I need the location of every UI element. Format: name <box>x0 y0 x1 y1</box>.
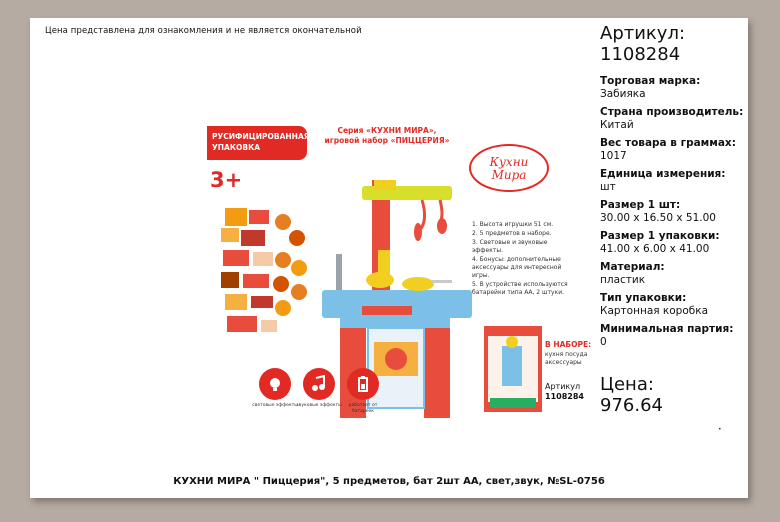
article-heading <box>600 23 685 65</box>
light-effects-icon <box>259 368 291 400</box>
property-label: Единица измерения: <box>600 168 726 180</box>
article-label: Артикул: <box>600 23 686 44</box>
property-item <box>600 261 745 287</box>
property-item <box>600 323 745 349</box>
property-item <box>600 199 745 225</box>
property-value: Забияка <box>600 88 646 100</box>
set-label: В НАБОРЕ: <box>545 340 592 349</box>
property-label: Торговая марка: <box>600 75 701 87</box>
property-label: Вес товара в граммах: <box>600 137 736 149</box>
product-sheet <box>30 18 748 498</box>
price-label: Цена: <box>600 374 654 395</box>
property-label: Страна производитель: <box>600 106 744 118</box>
property-value: 1017 <box>600 150 627 162</box>
food-stickers-illustration <box>217 208 307 343</box>
property-label: Минимальная партия: <box>600 323 734 335</box>
set-contents: кухня посуда аксессуары <box>545 351 588 366</box>
series-title <box>317 126 457 146</box>
property-label: Материал: <box>600 261 665 273</box>
property-item <box>600 230 745 256</box>
feature-item: 3. Световые и звуковые эффекты. <box>472 239 548 254</box>
feature-item: 4. Бонусы: дополнительные аксессуары для интересной игры. <box>472 256 562 279</box>
property-value: Китай <box>600 119 634 131</box>
property-item <box>600 168 745 194</box>
feature-item: 1. Высота игрушки 51 см. <box>472 221 554 228</box>
russified-badge <box>207 126 310 160</box>
feature-item: 5. В устройстве используются батарейки типа АА, 2 штуки. <box>472 281 568 296</box>
age-rating: 3+ <box>210 168 243 192</box>
logo-line-1: Кухни <box>489 155 529 169</box>
logo-line-2: Мира <box>491 168 527 182</box>
sound-effects-icon <box>303 368 335 400</box>
marker-dot: • <box>718 426 722 433</box>
property-value: 41.00 х 6.00 х 41.00 <box>600 243 710 255</box>
property-item <box>600 137 745 163</box>
property-value: 0 <box>600 336 607 348</box>
badge-line-2: УПАКОВКА <box>212 143 261 152</box>
series-line-1: Серия «КУХНИ МИРА», <box>337 126 437 135</box>
property-value: шт <box>600 181 616 193</box>
icon-caption: звуковые эффекты <box>296 403 342 408</box>
property-item <box>600 292 745 318</box>
feature-item: 2. 5 предметов в наборе. <box>472 230 552 237</box>
property-label: Тип упаковки: <box>600 292 687 304</box>
icon-caption: световые эффекты <box>252 403 298 408</box>
property-label: Размер 1 шт: <box>600 199 681 211</box>
property-item <box>600 75 745 101</box>
image-article-label: Артикул <box>545 382 581 391</box>
badge-line-1: РУСИФИЦИРОВАННАЯ <box>212 132 310 141</box>
icon-caption: работает от батареек <box>348 403 378 414</box>
image-article-number: 1108284 <box>545 392 584 401</box>
properties-list <box>600 75 745 354</box>
price-block <box>600 374 663 416</box>
property-value: Картонная коробка <box>600 305 709 317</box>
product-image <box>207 118 592 418</box>
property-value: 30.00 х 16.50 х 51.00 <box>600 212 716 224</box>
price-value: 976.64 <box>600 395 663 416</box>
price-disclaimer: Цена представлена для ознакомления и не является окончательной <box>45 26 362 36</box>
series-line-2: игровой набор «ПИЦЦЕРИЯ» <box>324 136 450 145</box>
article-number: 1108284 <box>600 44 681 65</box>
battery-icon <box>347 368 379 400</box>
product-caption: КУХНИ МИРА " Пиццерия", 5 предметов, бат 2шт АА, свет,звук, №SL-0756 <box>173 476 605 487</box>
features-list <box>472 221 570 298</box>
kuhni-mira-logo <box>469 144 549 192</box>
property-value: пластик <box>600 274 646 286</box>
box-thumbnail <box>484 326 542 412</box>
property-label: Размер 1 упаковки: <box>600 230 720 242</box>
property-item <box>600 106 745 132</box>
